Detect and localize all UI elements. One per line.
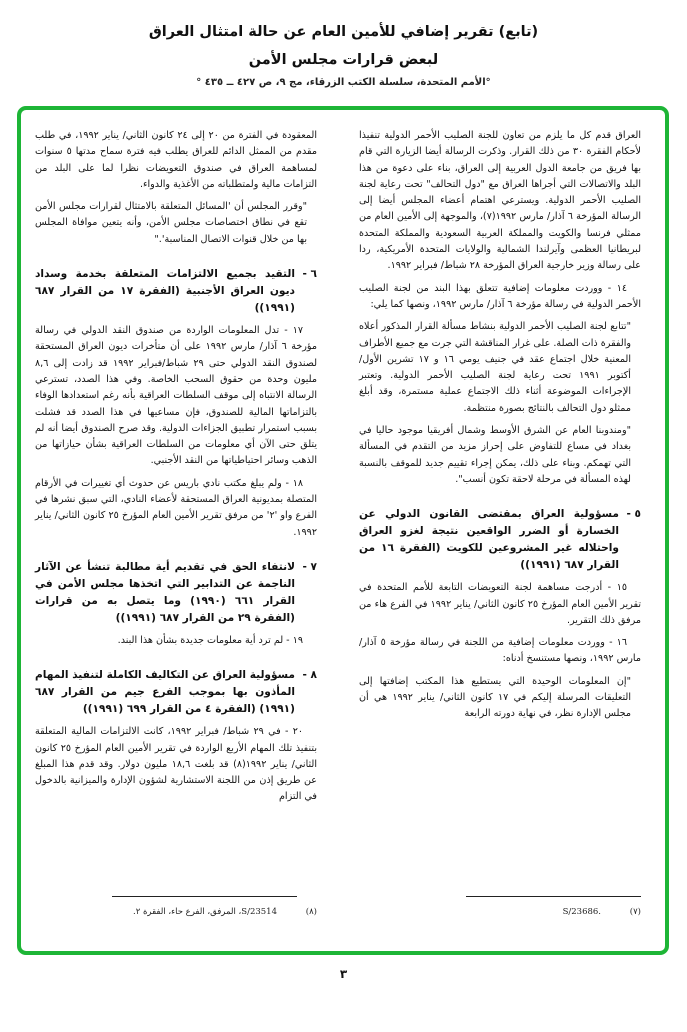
- footnote-area-right: [359, 896, 641, 917]
- footnote-number: (٨): [305, 907, 317, 917]
- section-heading-7: [35, 559, 317, 627]
- paragraph-continuation: المعقودة في الفترة من ٢٠ إلى ٢٤ كانون الثاني/ يناير ١٩٩٢، في طلب مقدم من الممثل الدائم للعراق يطلب فيه فترة سماح مدتها ٥ سنوات لمساهمة العراق في صندوق التعويضات نظرا لما على البلد من التزامات مالية ولمتطلباته من الأغذية والدواء.: [35, 130, 317, 190]
- footnote-7: [359, 907, 641, 917]
- quote-icrc-2: "ومندوبنا العام عن الشرق الأوسط وشمال أفريقيا موجود حاليا في بغداد في مساع للتفاوض على إحراز مزيد من التقدم في المسألة التي تهمكم. وبناء على ذلك، يمكن إجراء تقييم جديد للموقف بالنسبة لهذه المسألة في مرحلة لاحقة تكون أنسب".: [359, 425, 631, 485]
- section-title: لانتفاء الحق في تقديم أية مطالبة تنشأ عن الآثار الناجمة عن التدابير التي اتخذها مجلس الأمن في القرار ٦٦١ (١٩٩٠) وما يتصل به من قرارات (الفقرة ٢٩ من القرار ٦٨٧ (١٩٩١)): [35, 560, 295, 624]
- footnote-number: (٧): [629, 907, 641, 917]
- paragraph-15: ١٥ - أدرجت مساهمة لجنة التعويضات التابعة للأمم المتحدة في تقرير الأمين العام المؤرخ ٢٥ كانون الثاني/ يناير ١٩٩٢ في الفرع هاء من مرفق ذلك التقرير.: [359, 582, 641, 626]
- quote-commission: "إن المعلومات الوحيدة التي يستطيع هذا المكتب إضافتها إلى التعليقات المرسلة إليكم في ١٧ كانون الثاني/ يناير ١٩٩٢ هي أن مجلس الإدارة نظر، في نهاية دورته الرابعة: [359, 675, 631, 720]
- footnote-text: S/23514، المرفق، الفرع حاء، الفقرة ٢.: [132, 907, 277, 917]
- section-heading-5: [359, 506, 641, 574]
- document-header: [0, 0, 687, 90]
- section-title: مسؤولية العراق بمقتضى القانون الدولي عن الخسارة أو الضرر الواقعين نتيجة لغزو العراق واحتلاله غير المشروعين للكويت (الفقرة ١٦ من القرار ٦٨٧ (١٩٩١)): [359, 508, 619, 572]
- quote-icrc-1: "تتابع لجنة الصليب الأحمر الدولية بنشاط مسألة القرار المذكور أعلاه والفقرة ذات الصلة. على غرار المناقشة التي جرت مع جميع الأطراف المعنية خلال اجتماع عقد في جنيف يومي ١٦ و ١٧ تشرين الأول/ أكتوبر ١٩٩١ تحت رعاية لجنة الصليب الأحمر الدولية. وتعتبر الإجراءات الموضوعة أثناء ذلك الاجتماع عملية مستمرة، وقد أبلغ ممثلو دول التحالف بالنتائج بصورة منتظمة.: [359, 321, 631, 414]
- footnote-divider: [466, 896, 641, 897]
- section-number: ٧ -: [302, 560, 317, 573]
- section-heading-8: [35, 667, 317, 718]
- title-line-1: (تابع) تقرير إضافي للأمين العام عن حالة امتثال العراق: [148, 24, 539, 40]
- paragraph-19: ١٩ - لم ترد أية معلومات جديدة بشأن هذا البند.: [117, 634, 303, 646]
- page-number: ٣: [339, 967, 348, 981]
- section-title: مسؤولية العراق عن التكاليف الكاملة لتنفيذ المهام المأذون بها بموجب الفرع جيم من القرار ٦٨٧ (١٩٩١) (الفقرة ٤ من القرار ٦٩٩ (١٩٩١)): [35, 669, 295, 716]
- section-number: ٨ -: [302, 669, 317, 682]
- section-number: ٥ -: [626, 508, 641, 521]
- paragraph-20: ٢٠ - في ٢٩ شباط/ فبراير ١٩٩٢، كانت الالتزامات المالية المتعلقة بتنفيذ تلك المهام الأربع الواردة في تقرير الأمين العام المؤرخ ٢٥ كانون الثاني/ يناير ١٩٩٢(٨) قد بلغت ١٨,٦ مليون دولار. وقد قدم هذا المبلغ عن طريق إذن من اللجنة الاستشارية لشؤون الإدارة والميزانية بالدخول في التزام: [35, 726, 317, 803]
- footnote-area-left: [35, 896, 317, 917]
- content-frame: [17, 106, 669, 955]
- paragraph-18: ١٨ - ولم يبلغ مكتب نادي باريس عن حدوث أي تغييرات في الأرقام المتصلة بمديونية العراق المستحقة لأعضاء النادي، التي سبق نشرها في الفرع واو '٢' من مرفق تقرير الأمين العام المؤرخ ٢٥ كانون الثاني/ يناير ١٩٩٢.: [35, 477, 317, 538]
- paragraph-14: ١٤ - ووردت معلومات إضافية تتعلق بهذا البند من لجنة الصليب الأحمر الدولية في رسالة مؤرخة ٦ آذار/ مارس ١٩٩٢، ونصها كما يلي:: [359, 282, 641, 310]
- source-citation: °الأمم المتحدة، سلسلة الكتب الزرقاء، مج ٩، ص ٤٢٧ ــ ٤٣٥ °: [196, 77, 491, 88]
- paragraph-continuation: العراق قدم كل ما يلزم من تعاون للجنة الصليب الأحمر الدولية تنفيذا لأحكام الفقرة ٣٠ من ذلك القرار. وذكرت الرسالة أيضا الزيارة التي قام بها فريق من جامعة الدول العربية إلى العراق، بناء على دعوة من هذا البلد والاتصالات التي أجراها العراق مع "دول التحالف" تحت رعاية لجنة الصليب الأحمر الدولية. ويسترعي اهتمام أعضاء المجلس أيضا إلى الرسالة المؤرخة ٦ آذار/ مارس ١٩٩٢(٧)، والموجهة إلى الأمين العام من ممثلي فرنسا والكويت والمملكة العربية السعودية والمملكة المتحدة لبريطانيا العظمى وآيرلندا الشمالية والولايات المتحدة الأمريكية، ردا على رسالة وزير خارجية العراق المؤرخة ٢٨ شباط/ فبراير ١٩٩٢.: [359, 130, 641, 272]
- footnote-8: [35, 907, 317, 917]
- section-title: التقيد بجميع الالتزامات المتعلقة بخدمة وسداد ديون العراق الأجنبية (الفقرة ١٧ من القرار ٦٨٧ (١٩٩١)): [35, 268, 295, 315]
- paragraph-16: ١٦ - ووردت معلومات إضافية من اللجنة في رسالة مؤرخة ٥ آذار/ مارس ١٩٩٢، ونصها مستنسخ أدناه:: [359, 637, 641, 665]
- section-number: ٦ -: [302, 268, 317, 281]
- footnote-text: .S/23686: [562, 907, 601, 917]
- right-column: [359, 128, 641, 729]
- footnote-divider: [112, 896, 297, 897]
- quote-council-decision: "وقرر المجلس أن 'المسائل المتعلقة بالامتثال لقرارات مجلس الأمن تقع في نطاق اختصاصات مجلس الأمن، وأنه يتعين موافاة المجلس بها من خلال قنوات الاتصال المناسبة'.": [35, 201, 307, 245]
- left-column: [35, 128, 317, 812]
- paragraph-17: ١٧ - تدل المعلومات الواردة من صندوق النقد الدولي في رسالة مؤرخة ٦ آذار/ مارس ١٩٩٢ على أن متأخرات ديون العراق المستحقة لصندوق النقد الدولي حتى ٢٩ شباط/فبراير ١٩٩٢ قد زادت إلى ٨,٦ مليون وحدة من حقوق السحب الخاصة. وفي هذا الصدد، تسترعي الرسالة الانتباه إلى موقف السلطات العراقية بأنه رغم استعدادها الوفاء بالتزاماتها المالية للصندوق، فإن مساعيها في هذا الصدد قد فشلت بسبب استمرار تطبيق الجزاءات الدولية. وقد صرح الصندوق أيضا أنه لم يتلق حتى الآن أي معلومات من السلطات العراقية بشأن حيازاتها من الذهب وسائر احتياطياتها من النقد الأجنبي.: [35, 325, 318, 467]
- section-heading-6: [35, 266, 317, 317]
- title-line-2: لبعض قرارات مجلس الأمن: [248, 52, 439, 68]
